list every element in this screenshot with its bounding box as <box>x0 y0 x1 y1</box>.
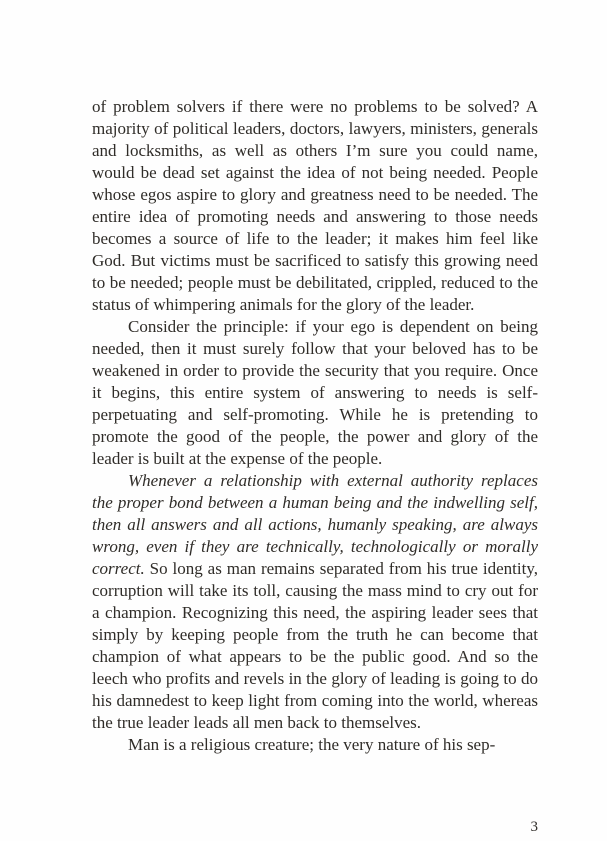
paragraph <box>92 470 538 734</box>
text-segment: Man is a religious creature; the very nature of his sep- <box>128 735 496 754</box>
text-segment: of problem solvers if there were no problems to be solved? A majority of political leaders, doctors, lawyers, ministers, generals and locksmiths, as well as others I’m sure you could name, would be dead set against the idea of not being needed. People whose egos aspire to glory and greatness need to be needed. The entire idea of promoting needs and answering to those needs becomes a source of life to the leader; it makes him feel like God. But victims must be sacrificed to satisfy this growing need to be needed; people must be debilitated, crippled, reduced to the status of whimpering animals for the glory of the leader. <box>92 97 538 314</box>
page-number: 3 <box>530 819 538 835</box>
paragraph <box>92 96 538 316</box>
paragraph <box>92 316 538 470</box>
text-segment: Consider the principle: if your ego is dependent on being needed, then it must surely follow that your beloved has to be weakened in order to provide the security that you require. Once it begins, this entire system of answering to needs is self-perpetuating and self-promoting. While he is pretending to promote the good of the people, the power and glory of the leader is built at the expense of the people. <box>92 317 538 468</box>
text-segment: So long as man remains separated from his true identity, corruption will take its toll, causing the mass mind to cry out for a champion. Recognizing this need, the aspiring leader sees that simply by keeping people from the truth he can become that champion of what appears to be the public good. And so the leech who profits and revels in the glory of leading is going to do his damnedest to keep light from coming into the world, whereas the true leader leads all men back to themselves. <box>92 559 538 732</box>
italic-text-segment: Whenever a relationship with external authority replaces the proper bond between a human being and the indwelling self, then all answers and all actions, humanly speaking, are always wrong, even if they are technically, technologically or morally correct. <box>92 471 538 578</box>
paragraph <box>92 734 538 756</box>
body-text <box>92 96 538 756</box>
